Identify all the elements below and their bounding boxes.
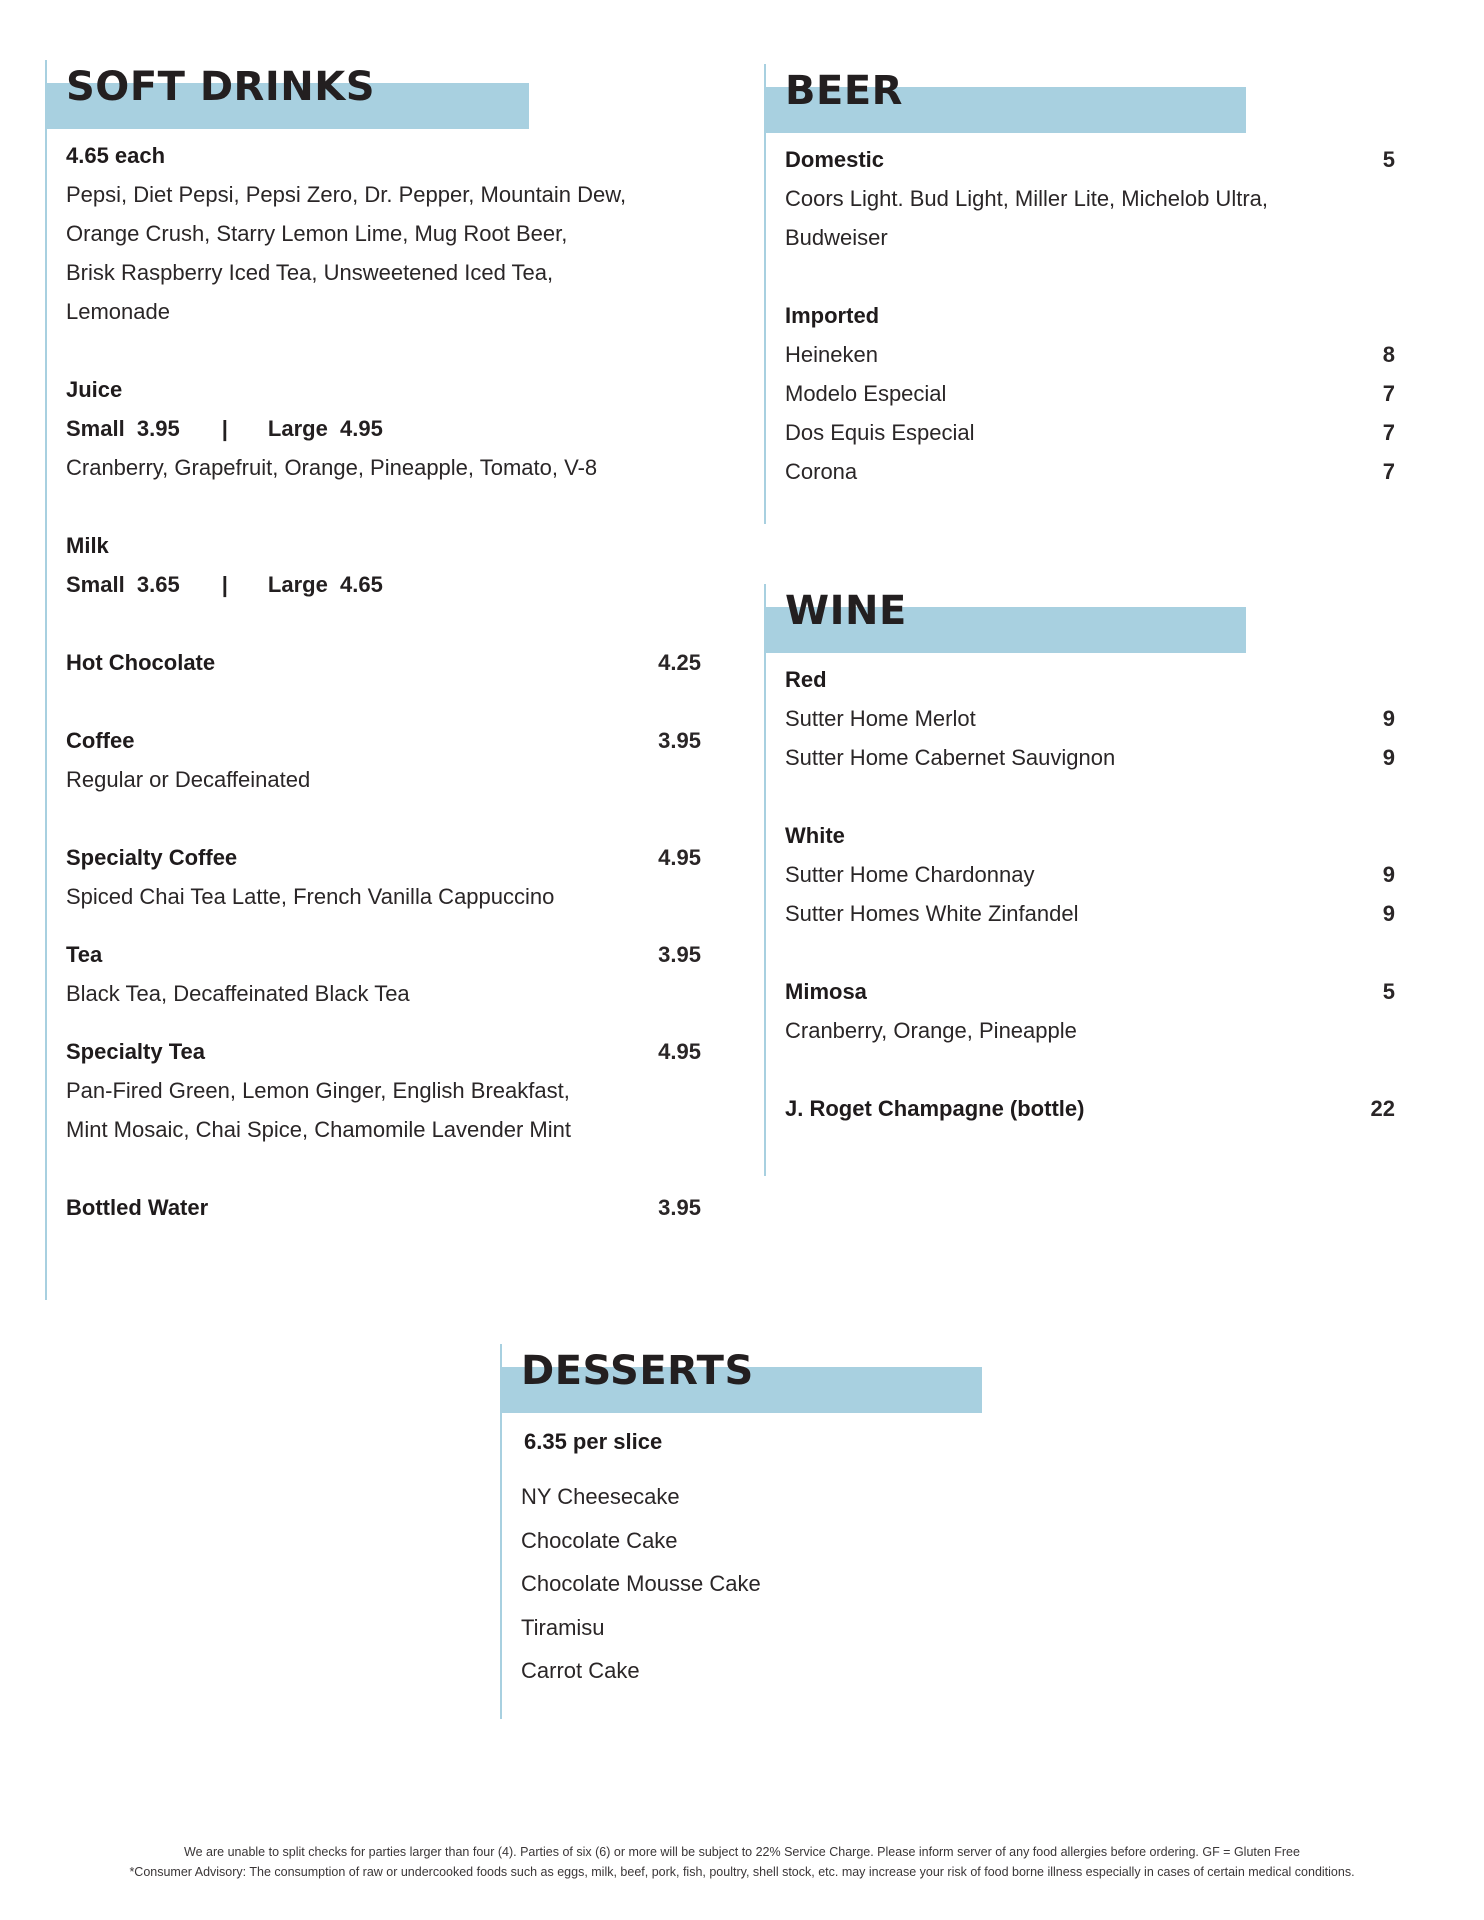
wine-title: WINE — [785, 588, 907, 634]
tea-row — [66, 935, 701, 974]
milk-large-price: Large 4.65 — [267, 572, 383, 597]
imported-item-name: Corona — [785, 459, 858, 484]
champagne-price: 22 — [1370, 1096, 1395, 1121]
mimosa-row — [785, 972, 1395, 1011]
imported-item-name: Heineken — [785, 342, 878, 367]
hot-chocolate-price: 4.25 — [658, 650, 701, 675]
soft-drinks-list-line: Lemonade — [66, 299, 170, 324]
imported-item-price: 7 — [1382, 381, 1395, 406]
domestic-row — [785, 140, 1395, 179]
specialty-tea-desc-line: Pan-Fired Green, Lemon Ginger, English Breakfast, — [66, 1078, 570, 1103]
soft-drinks-list-line: Orange Crush, Starry Lemon Lime, Mug Root Beer, — [66, 221, 568, 246]
soft-drinks-accent-line — [45, 60, 47, 1300]
specialty-coffee-desc: Spiced Chai Tea Latte, French Vanilla Cappuccino — [66, 884, 555, 909]
coffee-desc: Regular or Decaffeinated — [66, 767, 311, 792]
red-item-price: 9 — [1382, 745, 1395, 770]
hot-chocolate-name: Hot Chocolate — [66, 650, 216, 675]
wine-accent-line — [764, 584, 766, 1176]
champagne-row — [785, 1089, 1395, 1128]
soft-drinks-section — [45, 60, 705, 1300]
tea-desc: Black Tea, Decaffeinated Black Tea — [66, 981, 410, 1006]
red-item-row — [785, 699, 1395, 738]
dessert-item: Tiramisu — [521, 1615, 605, 1640]
specialty-coffee-price: 4.95 — [658, 845, 701, 870]
beer-section — [764, 64, 1424, 524]
coffee-row — [66, 721, 701, 760]
domestic-price: 5 — [1382, 147, 1395, 172]
soft-drinks-list-line: Pepsi, Diet Pepsi, Pepsi Zero, Dr. Pepper, Mountain Dew, — [66, 182, 627, 207]
red-item-row — [785, 738, 1395, 777]
bottled-water-price: 3.95 — [658, 1195, 701, 1220]
milk-sizes — [66, 565, 701, 604]
white-item-row — [785, 855, 1395, 894]
specialty-tea-name: Specialty Tea — [66, 1039, 205, 1064]
tea-price: 3.95 — [658, 942, 701, 967]
imported-item-price: 8 — [1382, 342, 1395, 367]
juice-separator: | — [221, 416, 228, 441]
beer-title: BEER — [785, 68, 903, 114]
domestic-desc-line: Budweiser — [785, 225, 888, 250]
imported-item-row — [785, 335, 1395, 374]
desserts-price-note: 6.35 per slice — [524, 1429, 663, 1454]
dessert-item: NY Cheesecake — [521, 1484, 680, 1509]
imported-item-row — [785, 413, 1395, 452]
soft-drinks-list-line: Brisk Raspberry Iced Tea, Unsweetened Iced Tea, — [66, 260, 554, 285]
mimosa-name: Mimosa — [785, 979, 867, 1004]
soft-drinks-title: SOFT DRINKS — [66, 64, 376, 110]
milk-separator: | — [221, 572, 228, 597]
coffee-price: 3.95 — [658, 728, 701, 753]
wine-section — [764, 584, 1424, 1176]
beer-accent-line — [764, 64, 766, 524]
desserts-body — [521, 1422, 1021, 1693]
white-item-price: 9 — [1382, 862, 1395, 887]
domestic-name: Domestic — [785, 147, 885, 172]
beer-body — [785, 140, 1395, 491]
specialty-tea-price: 4.95 — [658, 1039, 701, 1064]
juice-large-price: Large 4.95 — [267, 416, 383, 441]
white-item-name: Sutter Homes White Zinfandel — [785, 901, 1079, 926]
juice-heading: Juice — [66, 377, 123, 402]
white-item-name: Sutter Home Chardonnay — [785, 862, 1035, 887]
juice-small-price: Small 3.95 — [66, 416, 180, 441]
imported-item-row — [785, 452, 1395, 491]
footer-consumer-advisory: *Consumer Advisory: The consumption of raw or undercooked foods such as eggs, milk, beef, pork, fish, poultry, shell stock, etc. may increase your risk of food borne illness especially in cases of certain medical conditions. — [129, 1865, 1355, 1879]
imported-item-price: 7 — [1382, 420, 1395, 445]
hot-chocolate-row — [66, 643, 701, 682]
red-heading: Red — [785, 667, 827, 692]
juice-items: Cranberry, Grapefruit, Orange, Pineapple, Tomato, V-8 — [66, 455, 598, 480]
bottled-water-row — [66, 1188, 701, 1227]
dessert-item: Chocolate Cake — [521, 1528, 678, 1553]
imported-item-name: Dos Equis Especial — [785, 420, 975, 445]
desserts-title: DESSERTS — [521, 1348, 754, 1394]
desserts-section — [500, 1344, 1060, 1719]
wine-body — [785, 660, 1395, 1128]
white-item-row — [785, 894, 1395, 933]
coffee-name: Coffee — [66, 728, 135, 753]
red-item-name: Sutter Home Merlot — [785, 706, 976, 731]
bottled-water-name: Bottled Water — [66, 1195, 209, 1220]
specialty-tea-desc-line: Mint Mosaic, Chai Spice, Chamomile Lavender Mint — [66, 1117, 571, 1142]
soft-drinks-price-note: 4.65 each — [66, 143, 166, 168]
footer-allergy-notice: We are unable to split checks for parties larger than four (4). Parties of six (6) or more will be subject to 22% Service Charge. Please inform server of any food allergies before ordering. GF = Gluten Free — [184, 1845, 1300, 1859]
red-item-name: Sutter Home Cabernet Sauvignon — [785, 745, 1116, 770]
specialty-tea-row — [66, 1032, 701, 1071]
tea-name: Tea — [66, 942, 103, 967]
juice-sizes — [66, 409, 701, 448]
mimosa-price: 5 — [1382, 979, 1395, 1004]
red-item-price: 9 — [1382, 706, 1395, 731]
specialty-coffee-row — [66, 838, 701, 877]
domestic-desc-line: Coors Light. Bud Light, Miller Lite, Michelob Ultra, — [785, 186, 1268, 211]
imported-item-row — [785, 374, 1395, 413]
dessert-item: Chocolate Mousse Cake — [521, 1571, 761, 1596]
milk-heading: Milk — [66, 533, 109, 558]
imported-item-price: 7 — [1382, 459, 1395, 484]
white-heading: White — [785, 823, 845, 848]
dessert-item: Carrot Cake — [521, 1658, 640, 1683]
soft-drinks-body — [66, 136, 701, 1227]
specialty-coffee-name: Specialty Coffee — [66, 845, 238, 870]
white-item-price: 9 — [1382, 901, 1395, 926]
imported-item-name: Modelo Especial — [785, 381, 947, 406]
mimosa-desc: Cranberry, Orange, Pineapple — [785, 1018, 1077, 1043]
champagne-name: J. Roget Champagne (bottle) — [785, 1096, 1085, 1121]
milk-small-price: Small 3.65 — [66, 572, 180, 597]
imported-heading: Imported — [785, 303, 880, 328]
